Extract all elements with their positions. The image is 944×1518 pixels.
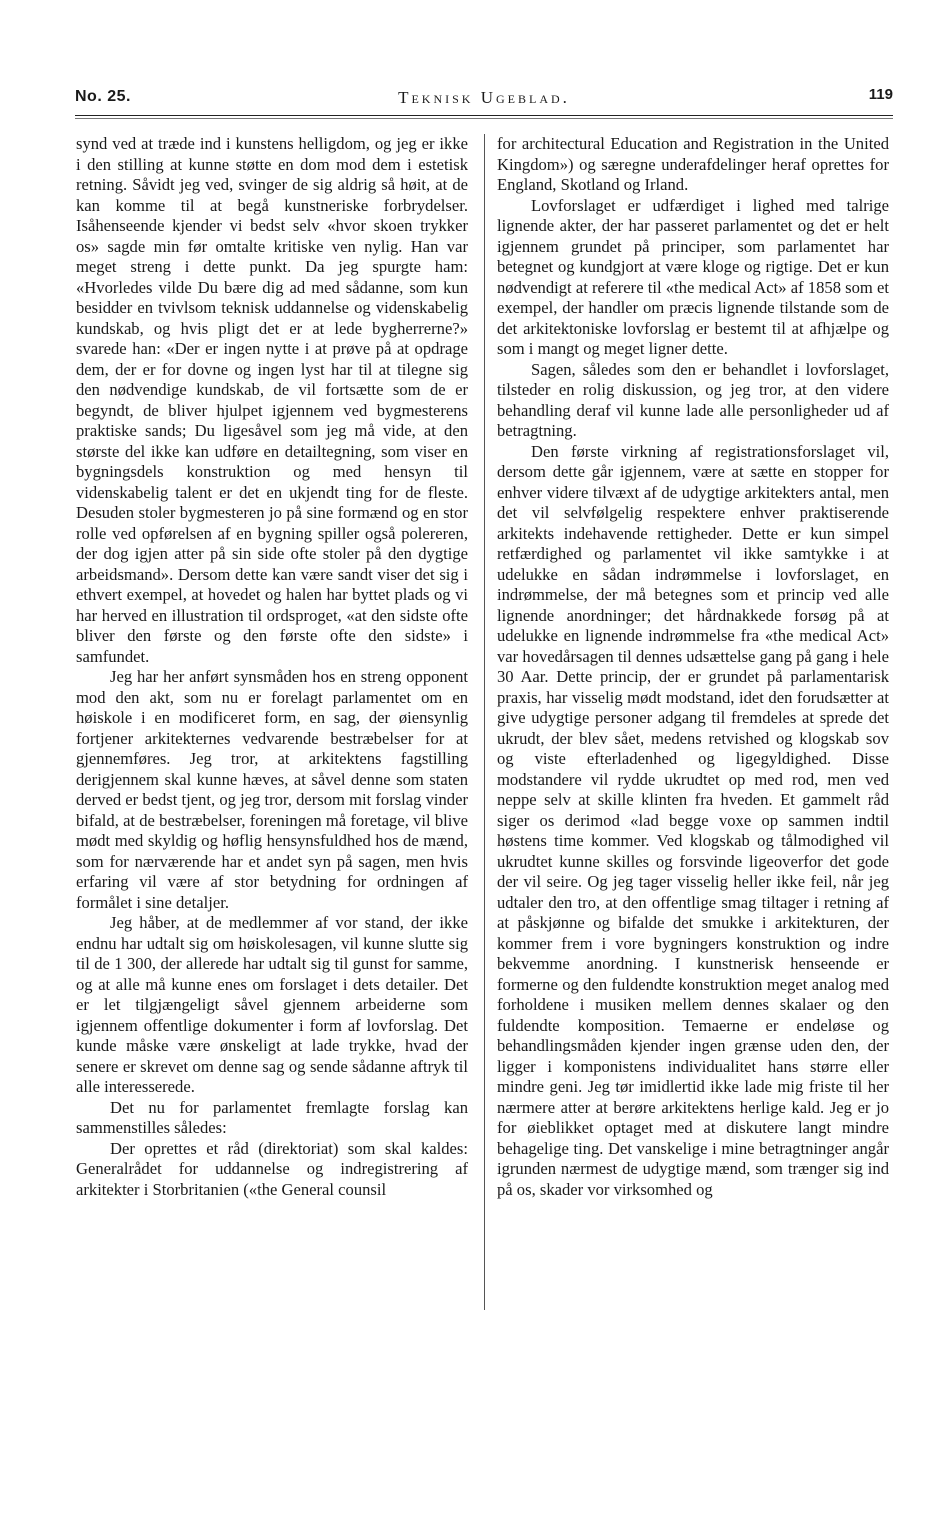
journal-title: Teknisk Ugeblad. — [398, 88, 570, 107]
header-rule — [75, 115, 893, 116]
paragraph: Den første virkning af registrationsforslaget vil, dersom dette går igjennem, være at sætte en stopper for enhver videre tilvæxt af de udygtige arkitekters antal, men det vil selvfølgelig respektere enhver praktiserende arkitekts indehavende rettigheder. Dette er kun simpel retfærdighed og parlamentet vil ikke samtykke i at udelukke en sådan indrømmelse i lovforslaget, en indrømmelse, der må betegnes som et princip ved alle lignende anordninger; det hårdnakkede forsøg på at udelukke en lignende indrømmelse fra «the medical Act» var hovedårsagen til dennes udsættelse gang på gang i hele 30 Aar. Dette princip, der er grundet på parlamentarisk praxis, har visselig mødt modstand, idet den forudsætter at give udygtige personer adgang til fremdeles at sprede det ukrudt, der blev sået, medens retvished og klogskab sov og viste efterladenhed og ligegyldighed. Disse modstandere vil rydde ukrudtet op med rod, men ved neppe selv at skille klinten fra hveden. Et gammelt råd siger os derimod «lad begge voxe op sammen indtil høstens time kommer. Ved klogskab og tålmodighed vil ukrudtet kunne skilles og forsvinde ligeoverfor det gode der vil seire. Og jeg tager visselig heller ikke feil, når jeg udtaler den tro, at den offentlige smag tiltager i retning af at påskjønne og bifalde det smukke i arkitekturen, der kommer frem i vore bygningers konstruktion og indre bekvemme anordning. I kunstnerisk henseende er formerne og den fuldendte konstruktion meget analog med forholdene i musiken mellem dennes skalaer og den fuldendte komposition. Temaerne er endeløse og behandlingsmåden kjender ingen grænse uden den, der ligger i komponistens individualitet hans større eller mindre geni. Jeg tør imidlertid ikke lade mig friste til her nærmere atter at berøre arkitektens herlige kald. Jeg er jo for øieblikket optaget med at diskutere langt mindre behagelige ting. Det vanskelige i mine betragtninger angår igrunden nærmest de udygtige mænd, som trænger sig ind på os, skader vor virksomhed og — [497, 441, 889, 1199]
paragraph: Det nu for parlamentet fremlagte forslag kan sammenstilles således: — [76, 1097, 468, 1137]
issue-number: No. 25. — [75, 88, 131, 105]
paragraph: Jeg har her anført synsmåden hos en streng opponent mod den akt, som nu er forelagt parlamentet om en høiskole i en modificeret form, en sag, der øiensynlig fortjener arkitekternes vedvarende bestræbelser for at gjennemføres. Jeg tror, at arkitektens fagstilling derigjennem skal kunne hæves, at såvel denne som staten derved er bedst tjent, og jeg tror, dersom mit forslag vinder bifald, at de bestræbelser, foreningen må foretage, vil blive mødt med skyldig og høflig hensynsfuldhed hos de mænd, som for nærværende har et andet syn på sagen, men hvis erfaring vil være af stor betydning for ordningen af formålet i sine detaljer. — [76, 667, 468, 912]
paragraph: Jeg håber, at de medlemmer af vor stand, der ikke endnu har udtalt sig om høiskolesagen, vil kunne slutte sig til de 1 300, der allerede har udtalt sig til gunst for samme, og at alle må kunne enes om forslaget i dets detailer. Det er let tilgjængeligt såvel gjennem arbeiderne som igjennem offentlige dokumenter i form af lovforslag. Det kunde måske være ønskeligt at lade trykke, hvad der senere er skrevet om denne sag og sende sådanne aftryk til alle interesserede. — [76, 913, 468, 1096]
paragraph: synd ved at træde ind i kunstens helligdom, og jeg er ikke i den stilling at kunne støtte en dom mod dem i estetisk retning. Såvidt jeg ved, svinger de sig aldrig så høit, at de kan komme til at begå kunstneriske forbrydelser. Isåhenseende kjender vi bedst selv «hvor skoen trykker os» sagde min før omtalte kritiske ven nylig. Han var meget streng i dette punkt. Da jeg spurgte ham: «Hvorledes vilde Du bære dig ad med sådanne, som kun besidder en tvivlsom teknisk uddannelse og videnskabelig kundskab, og hvis pligt det er at lede bygherrerne?» svarede han: «Der er ingen nytte i at prøve på at opdrage dem, der er for dovne og ingen lyst har til at tilegne sig den nødvendige kundskab, de vil fortsætte som de er begyndt, de bliver hjulpet igjennem ved bygmesterens praktiske sands; Du ligesåvel som jeg må vide, at den største del ikke kan udføre en detailtegning, som viser en bygningsdels konstruktion og med hensyn til videnskabelig talent er det en ukjendt ting for de fleste. Desuden stoler bygmesteren jo på sine formænd og en stor rolle ved opførelsen af en bygning spiller også polereren, der dog igjen atter på sin side ofte stoler på den dygtige arbeidsmand». Dersom dette kan være sandt viser det sig i ethvert exempel, at hovedet og halen har byttet plads og vi har herved en illustration til ordsproget, «at den sidste ofte bliver den første og den første ofte den sidste» i samfundet. — [76, 134, 468, 666]
left-column — [76, 134, 468, 1200]
page-number: 119 — [868, 86, 893, 103]
right-column — [497, 134, 889, 1200]
paragraph: Lovforslaget er udfærdiget i lighed med talrige lignende akter, der har passeret parlamentet og det er helt igjennem grundet på principer, som parlamentet har betegnet og kundgjort at være kloge og rigtige. Det er kun nødvendigt at referere til «the medical Act» af 1858 som et exempel, der handler om præcis lignende tilstande som de det arkitektoniske lovforslag er bestemt til at afhjælpe og som i mangt og meget ligner dette. — [497, 195, 889, 358]
header-rule-secondary — [75, 118, 893, 119]
paragraph: Der oprettes et råd (direktoriat) som skal kaldes: Generalrådet for uddannelse og indregistrering af arkitekter i Storbritanien («the General counsil — [76, 1138, 468, 1199]
column-divider — [484, 134, 485, 1310]
running-header — [75, 88, 893, 112]
paragraph: Sagen, således som den er behandlet i lovforslaget, tilsteder en rolig diskussion, og jeg tror, at den videre behandling deraf vil kunne lade alle personligheder ud af betragtning. — [497, 359, 889, 440]
paragraph: for architectural Education and Registration in the United Kingdom») og særegne underafdelinger heraf oprettes for England, Skotland og Irland. — [497, 134, 889, 194]
